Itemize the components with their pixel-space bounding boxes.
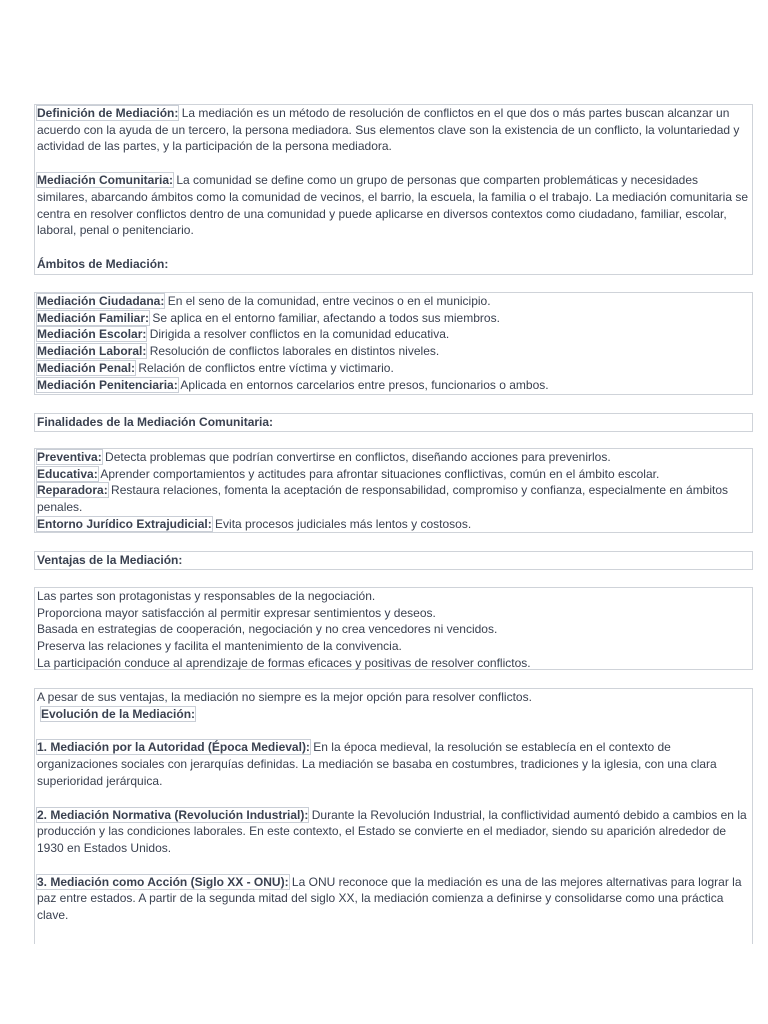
evolucion-item (37, 807, 750, 857)
definitions-block (34, 104, 753, 275)
item-label: Mediación Ciudadana: (37, 294, 165, 308)
definition-text: La mediación es un método de resolución de conflictos en el que dos o más partes buscan alcanzar un acuerdo con la ayuda de un tercero, la persona mediadora. Sus elementos clave son la existencia de un conflicto, la voluntariedad y actividad de las partes, y la participación de la persona mediadora. (37, 106, 740, 154)
item-label: Educativa: (37, 466, 98, 481)
list-item (37, 310, 750, 327)
evolucion-heading-line (37, 706, 750, 723)
evolucion-block (34, 688, 753, 944)
item-text: Detecta problemas que podrían convertirse en conflictos, diseñando acciones para prevenirlos. (105, 450, 611, 464)
item-label: Mediación Familiar: (37, 310, 150, 325)
item-text: En el seno de la comunidad, entre vecinos o en el municipio. (167, 294, 491, 308)
item-label: 1. Mediación por la Autoridad (Época Medieval): (37, 740, 310, 755)
ambitos-heading: Ámbitos de Mediación: (37, 256, 169, 271)
pesar-text: A pesar de sus ventajas, la mediación no siempre es la mejor opción para resolver conflictos. (37, 690, 532, 704)
item-text: La ONU reconoce que la mediación es una de las mejores alternativas para lograr la paz entre estados. A partir de la segunda mitad del siglo XX, la mediación comienza a definirse y consolidarse como una práctica clave. (37, 874, 742, 923)
item-text: Aplicada en entornos carcelarios entre presos, funcionarios o ambos. (180, 377, 549, 392)
item-label: 2. Mediación Normativa (Revolución Industrial): (37, 807, 309, 822)
item-text: Restaura relaciones, fomenta la aceptación de responsabilidad, compromiso y confianza, especialmente en ámbitos penales. (37, 483, 729, 515)
item-label: Mediación Escolar: (37, 327, 147, 342)
evolucion-item (37, 739, 750, 789)
item-label: Mediación Penitenciaria: (37, 377, 178, 392)
ventajas-heading-box (34, 551, 753, 570)
ambitos-list (34, 292, 753, 395)
item-label: Preventiva: (37, 450, 102, 464)
item-text: Aprender comportamientos y actitudes para afrontar situaciones conflictivas, común en el ámbito escolar. (100, 466, 660, 481)
list-item (37, 360, 750, 377)
finalidades-list (34, 448, 753, 533)
item-text: Evita procesos judiciales más lentos y costosos. (215, 516, 472, 531)
definition-label: Definición de Mediación: (37, 106, 179, 120)
ventajas-heading: Ventajas de la Mediación: (37, 553, 183, 567)
comunitaria-label: Mediación Comunitaria: (37, 173, 174, 188)
list-item: La participación conduce al aprendizaje de formas eficaces y positivas de resolver conflictos. (37, 655, 531, 670)
comunitaria-text: La comunidad se define como un grupo de personas que comparten problemáticas y necesidades similares, abarcando ámbitos como la comunidad de vecinos, el barrio, la escuela, la familia o el trabajo. La mediación comunitaria se centra en resolver conflictos dentro de una comunidad y puede aplicarse en diversos contextos como ciudadano, familiar, escolar, laboral, penal o penitenciario. (37, 173, 749, 238)
item-label: Entorno Jurídico Extrajudicial: (37, 516, 212, 531)
list-item (37, 482, 750, 515)
finalidades-heading: Finalidades de la Mediación Comunitaria: (37, 415, 274, 429)
item-text: Resolución de conflictos laborales en distintos niveles. (149, 344, 440, 359)
item-text: En la época medieval, la resolución se establecía en el contexto de organizaciones sociales con jerarquías definidas. La mediación se basaba en costumbres, tradiciones y la iglesia, con una clara superioridad jerárquica. (37, 740, 717, 788)
finalidades-heading-box (34, 413, 753, 432)
comunitaria-paragraph (37, 172, 750, 239)
list-item: Proporciona mayor satisfacción al permitir expresar sentimientos y deseos. (37, 605, 436, 620)
list-item (37, 466, 750, 483)
list-item (37, 449, 750, 466)
item-label: 3. Mediación como Acción (Siglo XX - ONU): (37, 874, 289, 889)
list-item (37, 326, 750, 343)
item-label: Mediación Penal: (37, 360, 136, 375)
item-label: Mediación Laboral: (37, 344, 147, 359)
list-item: Basada en estrategias de cooperación, negociación y no crea vencedores ni vencidos. (37, 622, 498, 637)
evolucion-heading: Evolución de la Mediación: (41, 706, 196, 721)
list-item: Las partes son protagonistas y responsables de la negociación. (37, 589, 376, 603)
list-item: Preserva las relaciones y facilita el mantenimiento de la convivencia. (37, 639, 402, 654)
evolucion-item (37, 874, 750, 924)
list-item (37, 343, 750, 360)
definition-paragraph (37, 105, 750, 155)
list-item (37, 516, 750, 533)
item-text: Se aplica en el entorno familiar, afectando a todos sus miembros. (152, 310, 500, 325)
ventajas-list (34, 587, 753, 670)
item-text: Durante la Revolución Industrial, la conflictividad aumentó debido a cambios en la producción y las condiciones laborales. En este contexto, el Estado se convierte en el mediador, siendo su aparición alrededor de 1930 en Estados Unidos. (37, 807, 747, 855)
list-item (37, 293, 750, 310)
item-label: Reparadora: (37, 483, 108, 498)
list-item (37, 377, 750, 394)
item-text: Relación de conflictos entre víctima y victimario. (138, 360, 394, 375)
item-text: Dirigida a resolver conflictos en la comunidad educativa. (149, 327, 450, 342)
